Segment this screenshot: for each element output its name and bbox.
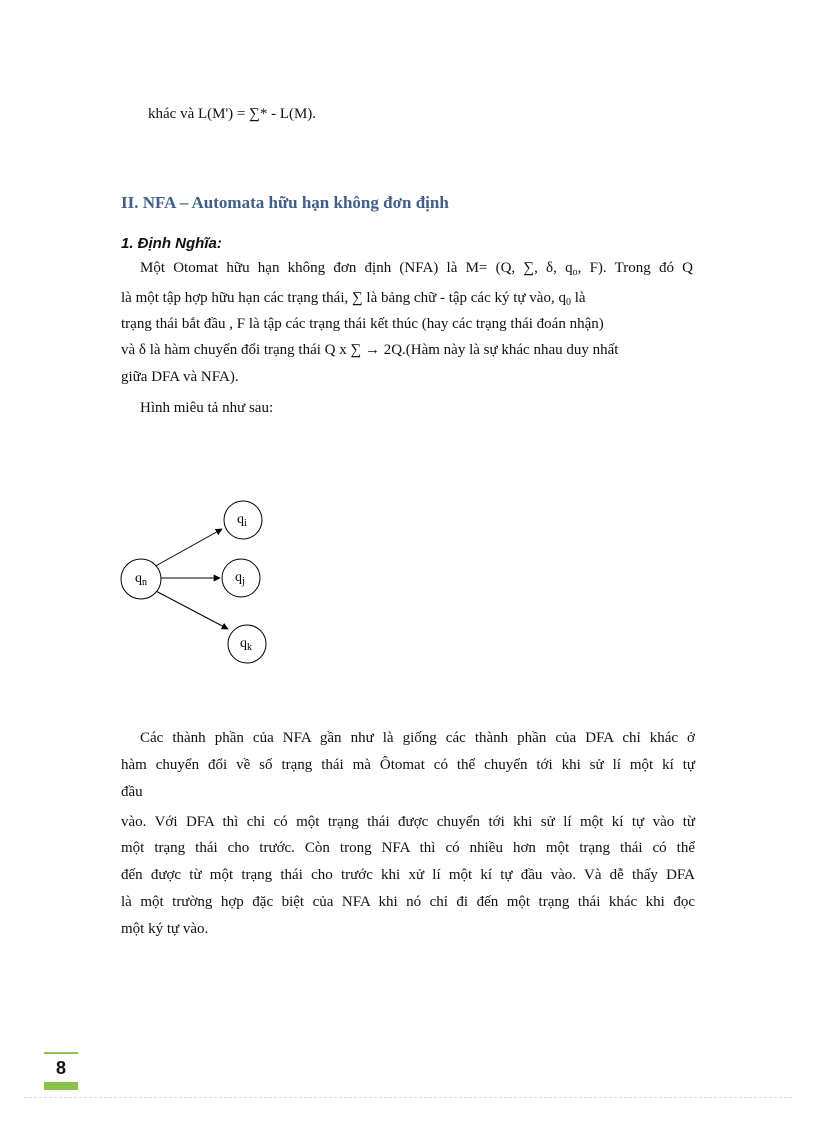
nfa-transition-diagram xyxy=(110,490,290,670)
definition-line-2: là một tập hợp hữu hạn các trạng thái, ∑ là bảng chữ - tập các ký tự vào, $q_0$ là xyxy=(121,290,586,308)
body-line-5: một trạng thái cho trước. Còn trong NFA thì có nhiều hơn một trạng thái có thể xyxy=(121,840,695,856)
section-heading: II. NFA – Automata hữu hạn không đơn định xyxy=(121,193,449,212)
page-number: 8 xyxy=(55,1058,66,1078)
continued-text: khác và L(M') = ∑* - L(M). xyxy=(148,106,317,122)
definition-line-1: Một Otomat hữu hạn không đơn định (NFA) là M= (Q, ∑, δ, $q_o$, F). Trong đó Q xyxy=(140,260,694,278)
definition-line-3: trạng thái bắt đầu , F là tập các trạng thái kết thúc (hay các trạng thái đoán nhận) xyxy=(121,316,604,332)
subsection-heading: 1. Định Nghĩa: xyxy=(121,235,222,252)
svg-text:qi: $q_i$ xyxy=(237,512,247,529)
definition-line-4: và δ là hàm chuyển đổi trạng thái Q x ∑ → 2Q.(Hàm này là sự khác nhau duy nhất xyxy=(121,342,619,358)
body-line-1: Các thành phần của NFA gần như là giống các thành phần của DFA chỉ khác ở xyxy=(140,730,695,746)
page-number-bottom-bar xyxy=(44,1082,78,1090)
body-line-7: là một trường hợp đặc biệt của NFA khi nó chỉ đi đến một trạng thái khác khi đọc xyxy=(121,894,695,910)
body-line-3: đầu xyxy=(121,784,143,800)
body-line-8: một ký tự vào. xyxy=(121,921,209,937)
state-node-q-j xyxy=(222,559,260,597)
footer-divider xyxy=(24,1097,792,1098)
svg-text:qn: $q_n$ xyxy=(135,571,147,588)
body-line-4: vào. Với DFA thì chỉ có một trạng thái được chuyển tới khi sử lí một kí tự vào từ xyxy=(121,814,695,830)
page-number-top-rule xyxy=(44,1052,78,1054)
state-node-q-i xyxy=(224,501,262,539)
svg-text:qk: $q_k$ xyxy=(240,636,252,653)
state-node-q-n xyxy=(121,559,161,599)
transition-arrow-n-k xyxy=(154,590,228,629)
body-line-6: đến được từ một trạng thái cho trước khi xử lí một kí tự đầu vào. Và dễ thấy DFA xyxy=(121,867,695,883)
state-node-q-k xyxy=(228,625,266,663)
svg-text:qj: $q_j$ xyxy=(235,570,245,587)
definition-line-5: giữa DFA và NFA). xyxy=(121,369,239,385)
body-line-2: hàm chuyển đổi về số trạng thái mà Ôtomat có thể chuyển tới khi sử lí một kí tự xyxy=(121,757,695,773)
figure-caption-intro: Hình miêu tả như sau: xyxy=(140,400,274,416)
transition-arrow-n-i xyxy=(152,529,222,568)
